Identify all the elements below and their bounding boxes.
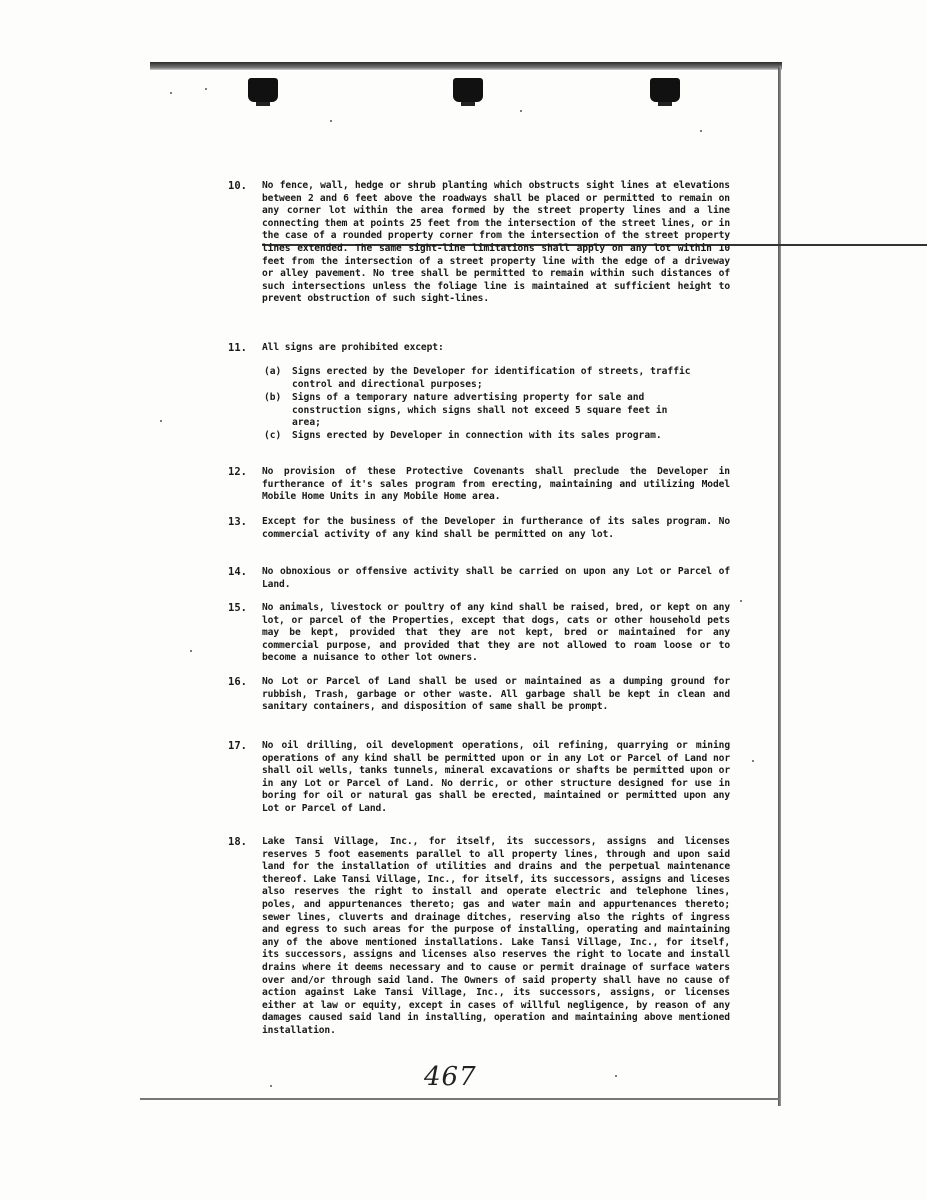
- item-text: No provision of these Protective Covenants shall preclude the Developer in furtherance of it's sales program from erecting, maintaining and utilizing Model Mobile Home Units in any Mobile Home area.: [262, 466, 730, 503]
- item-text: Except for the business of the Developer in furtherance of its sales program. No commercial activity of any kind shall be permitted on any lot.: [262, 516, 730, 540]
- handwritten-page-number: 467: [424, 1062, 477, 1092]
- item-number: 10.: [228, 180, 247, 192]
- binder-punch-hole-right: [650, 78, 680, 102]
- item-text: No obnoxious or offensive activity shall be carried on upon any Lot or Parcel of Land.: [262, 566, 730, 590]
- scan-speck: [205, 88, 207, 90]
- scan-speck: [740, 600, 742, 602]
- subitem-label: (c): [264, 430, 282, 441]
- item-number: 17.: [228, 740, 247, 752]
- item-text: No fence, wall, hedge or shrub planting which obstructs sight lines at elevations between 2 and 6 feet above the roadways shall be placed or permitted to remain on any corner lot within the area formed by the street property lines and a line connecting them at points 25 feet from the intersection of the street lines, or in the case of a rounded property corner from the intersection of the street property lines extended. The same sight-line limitations shall apply on any lot within 10 feet from the intersection of a street property line with the edge of a driveway or alley pavement. No tree shall be permitted to remain within such distances of such intersections unless the foliage line is maintained at sufficient height to prevent obstruction of such sight-lines.: [262, 180, 730, 305]
- scan-speck: [170, 92, 172, 94]
- item-text: Lake Tansi Village, Inc., for itself, its successors, assigns and licenses reserves 5 foot easements parallel to all property lines, through and upon said land for the installation of utilities and drains and the perpetual maintenance thereof. Lake Tansi Village, Inc., for itself, its successors, assigns and liceses also reserves the right to install and operate electric and telephone lines, poles, and appurtenances thereto; gas and water main and appurtenances thereto; sewer lines, cluverts and drainage ditches, reserving also the rights of ingress and egress to such areas for the purpose of installing, operating and maintaining any of the above mentioned installations. Lake Tansi Village, Inc., for itself, its successors, assigns and licenses also reserves the right to locate and install drains where it deems necessary and to cause or permit drainage of surface waters over and/or through said land. The Owners of said property shall have no cause of action against Lake Tansi Village, Inc., its successors, assigns, or licenses either at law or equity, except in cases of willful negligence, by reason of any damages caused said land in installing, operation and maintaining above mentioned installation.: [262, 836, 730, 1036]
- scan-speck: [190, 650, 192, 652]
- subitem-label: (a): [264, 366, 282, 377]
- subitem-text: Signs of a temporary nature advertising property for sale and construction signs, which signs shall not exceed 5 square feet in area;: [292, 392, 668, 429]
- scan-speck: [700, 130, 702, 132]
- binder-punch-hole-center: [453, 78, 483, 102]
- item-number: 15.: [228, 602, 247, 614]
- scan-speck: [615, 1075, 617, 1077]
- scan-speck: [330, 120, 332, 122]
- item-number: 13.: [228, 516, 247, 528]
- item-number: 16.: [228, 676, 247, 688]
- item-number: 12.: [228, 466, 247, 478]
- item-text: No Lot or Parcel of Land shall be used or maintained as a dumping ground for rubbish, Trash, garbage or other waste. All garbage shall be kept in clean and sanitary containers, and disposition of same shall be prompt.: [262, 676, 730, 713]
- item-text: No oil drilling, oil development operations, oil refining, quarrying or mining operations of any kind shall be permitted upon or in any Lot or Parcel of Land nor shall oil wells, tanks tunnels, mineral excavations or shafts be permitted upon or in any Lot or Parcel of Land. No derric, or other structure designed for use in boring for oil or natural gas shall be erected, maintained or permitted upon any Lot or Parcel of Land.: [262, 740, 730, 814]
- item-number: 14.: [228, 566, 247, 578]
- item-number: 18.: [228, 836, 247, 848]
- scan-speck: [520, 110, 522, 112]
- item-number: 11.: [228, 342, 247, 354]
- subitem-text: Signs erected by the Developer for identification of streets, traffic control and directional purposes;: [292, 366, 691, 390]
- subitem-text: Signs erected by Developer in connection with its sales program.: [292, 430, 662, 441]
- item-text: All signs are prohibited except:: [262, 342, 444, 353]
- item-text: No animals, livestock or poultry of any kind shall be raised, bred, or kept on any lot, or parcel of the Properties, except that dogs, cats or other household pets may be kept, provided that they are not kept, bred or maintained for any commercial purpose, and provided that they are not allowed to roam loose or to become a nuisance to other lot owners.: [262, 602, 730, 664]
- scan-speck: [160, 420, 162, 422]
- scan-speck: [752, 760, 754, 762]
- scan-bottom-edge: [140, 1098, 780, 1100]
- binder-punch-hole-left: [248, 78, 278, 102]
- subitem-label: (b): [264, 392, 282, 403]
- scan-top-edge: [150, 62, 782, 70]
- scan-right-edge: [778, 66, 781, 1106]
- scan-speck: [270, 1085, 272, 1087]
